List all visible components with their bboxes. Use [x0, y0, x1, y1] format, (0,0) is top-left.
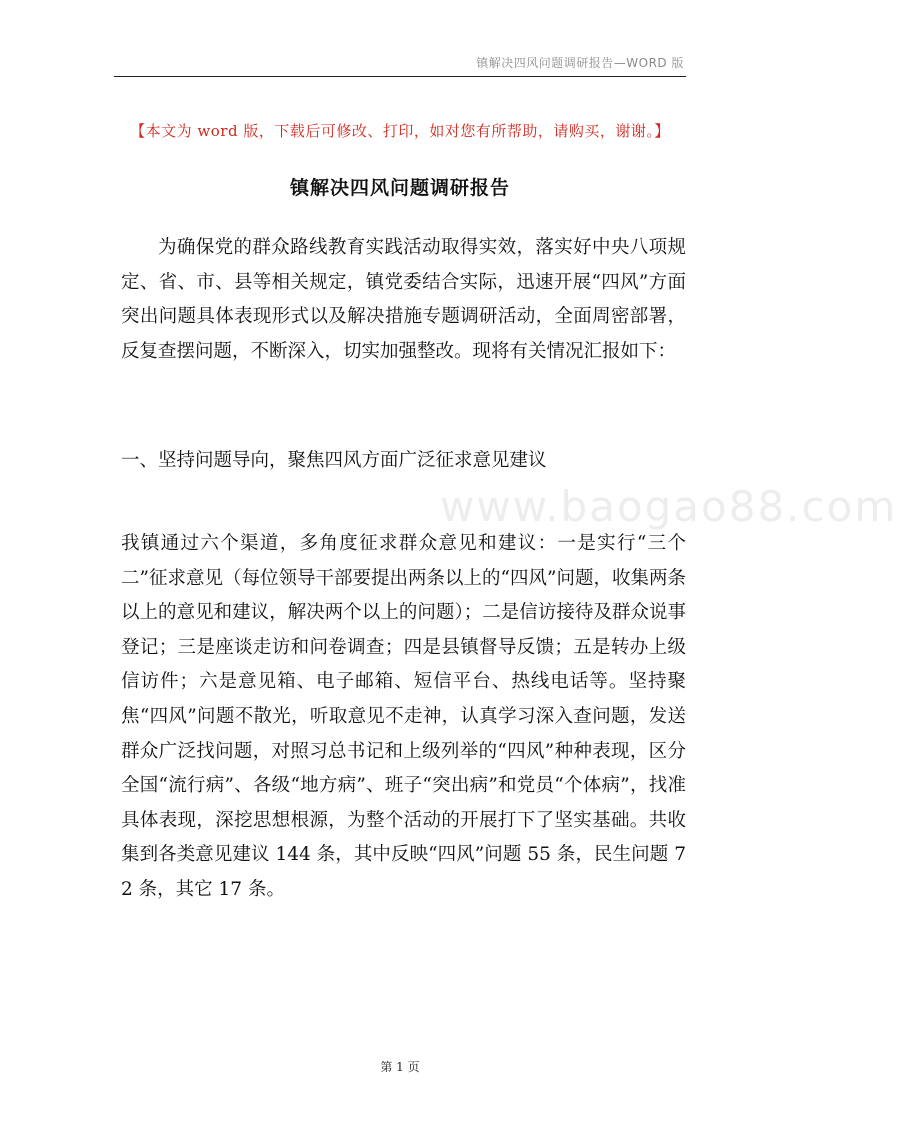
- running-header: 镇解决四风问题调研报告—WORD 版: [476, 56, 684, 70]
- section-heading-1: 一、坚持问题导向，聚焦四风方面广泛征求意见建议: [121, 450, 547, 471]
- document-title: 镇解决四风问题调研报告: [289, 177, 510, 199]
- purchase-notice: 【本文为 word 版，下载后可修改、打印，如对您有所帮助，请购买，谢谢。】: [130, 122, 670, 140]
- section-1-paragraph: 我镇通过六个渠道，多角度征求群众意见和建议：一是实行“三个二”征求意见（每位领导干部要提出两条以上的“四风”问题，收集两条以上的意见和建议，解决两个以上的问题）；二是信访接待及群众说事登记；三是座谈走访和问卷调查；四是县镇督导反馈；五是转办上级信访件；六是意见箱、电子邮箱、短信平台、热线电话等。坚持聚焦“四风”问题不散光，听取意见不走神，认真学习深入查问题，发送群众广泛找问题，对照习总书记和上级列举的“四风”种种表现，区分全国“流行病”、各级“地方病”、班子“突出病”和党员“个体病”，找准具体表现，深挖思想根源，为整个活动的开展打下了坚实基础。共收集到各类意见建议 144 条，其中反映“四风”问题 55 条，民生问题 72 条，其它 17 条。: [121, 533, 686, 900]
- page-number: 第 1 页: [380, 1060, 420, 1074]
- watermark: www.baogao88.com: [440, 482, 897, 531]
- header-divider: [114, 76, 686, 77]
- intro-paragraph: 为确保党的群众路线教育实践活动取得实效，落实好中央八项规定、省、市、县等相关规定，镇党委结合实际，迅速开展“四风”方面突出问题具体表现形式以及解决措施专题调研活动，全面周密部署，反复查摆问题，不断深入，切实加强整改。现将有关情况汇报如下：: [121, 237, 686, 362]
